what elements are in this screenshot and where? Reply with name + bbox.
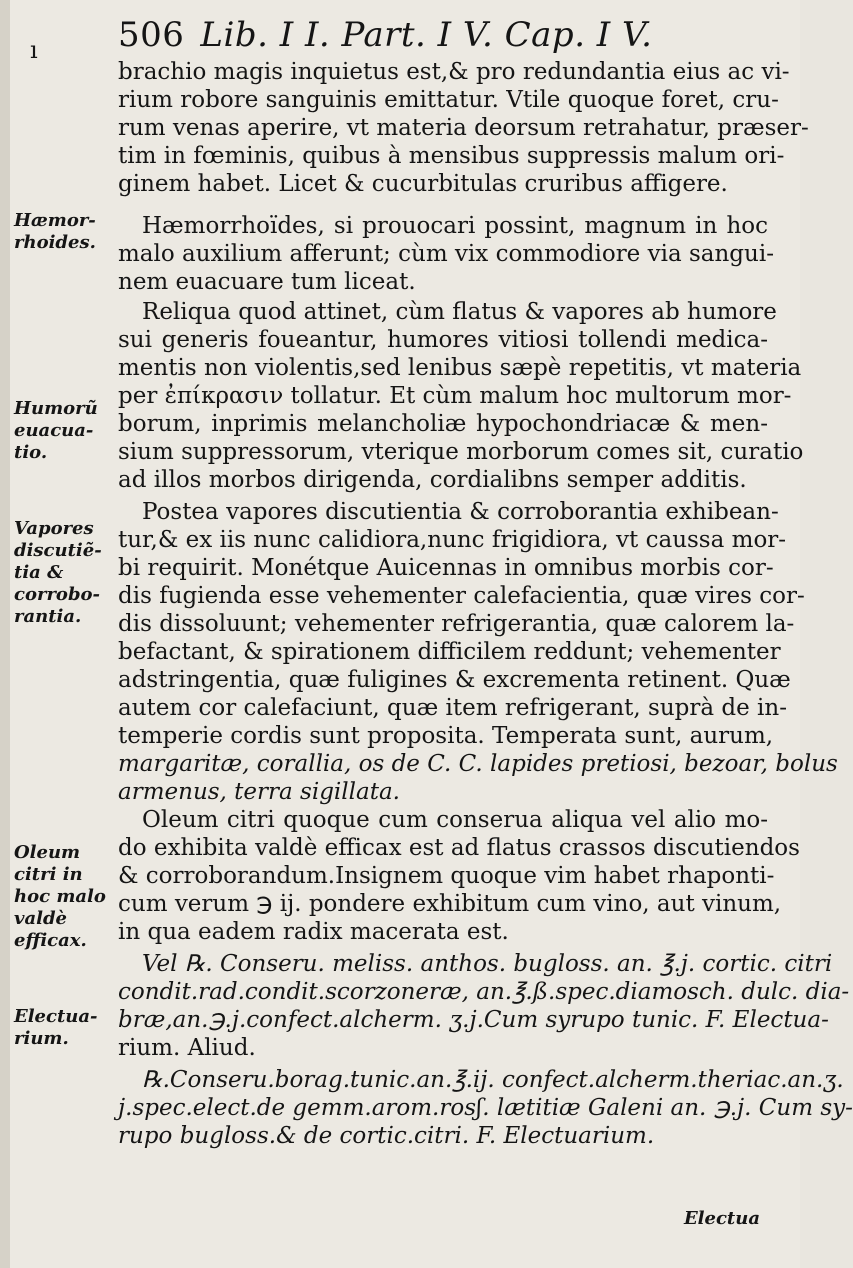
text-line: j.spec.elect.de gemm.arom.rosʃ. lætitiæ Galeni an. ℈.j. Cum sy- [118,1095,853,1121]
text-line: tim in fœminis, quibus à mensibus suppressis malum ori- [118,143,785,169]
stray-mark: ı [30,36,38,64]
page-edge-shadow [0,0,10,1268]
text-line: rium. Aliud. [118,1035,256,1061]
text-line: sui generis foueantur, humores vitiosi tollendi medica- [118,327,768,353]
margin-note-humorum-evacuatio: Humorũ euacua- tio. [14,398,98,463]
text-line: do exhibita valdè efficax est ad flatus crassos discutiendos [118,835,800,861]
text-line: dis dissoluunt; vehementer refrigerantia, quæ calorem la- [118,611,795,637]
text-line: ad illos morbos dirigenda, cordialibns semper additis. [118,467,747,493]
text-line: Reliqua quod attinet, cùm flatus & vapores ab humore [142,299,777,325]
margin-note-electuarium: Electua- rium. [14,1006,98,1049]
text-line: cum verum ℈ ij. pondere exhibitum cum vino, aut vinum, [118,891,782,917]
margin-note-haemorrhoides: Hæmor- rhoides. [14,210,96,253]
running-head [118,16,768,54]
text-line: in qua eadem radix macerata est. [118,919,509,945]
text-line: Vel ℞. Conseru. meliss. anthos. bugloss. an. ℥.j. cortic. citri [142,951,833,977]
text-line: Hæmorrhoïdes, si prouocari possint, magnum in hoc [142,213,768,239]
text-line: bræ,an.℈.j.confect.alcherm. ʒ.j.Cum syrupo tunic. F. Electua- [118,1007,829,1033]
catchword: Electua [683,1208,760,1229]
text-line: sium suppressorum, vterique morborum comes sit, curatio [118,439,804,465]
page-number: 506 [118,15,185,55]
text-line: nem euacuare tum liceat. [118,269,416,295]
text-line: Postea vapores discutientia & corroborantia exhibean- [142,499,779,525]
text-line: befactant, & spirationem difficilem reddunt; vehementer [118,639,781,665]
text-line: rium robore sanguinis emittatur. Vtile quoque foret, cru- [118,87,779,113]
text-line: adstringentia, quæ fuligines & excrementa retinent. Quæ [118,667,791,693]
text-line: rupo bugloss.& de cortic.citri. F. Electuarium. [118,1123,655,1149]
text-line: brachio magis inquietus est,& pro redundantia eius ac vi- [118,59,790,85]
text-line: ℞.Conseru.borag.tunic.an.℥.ij. confect.alcherm.theriac.an.ʒ. [142,1067,844,1093]
text-line: Oleum citri quoque cum conserua aliqua vel alio mo- [142,807,768,833]
text-line: borum, inprimis melancholiæ hypochondriacæ & men- [118,411,768,437]
text-line: ginem habet. Licet & cucurbitulas cruribus affigere. [118,171,728,197]
text-line: malo auxilium afferunt; cùm vix commodiore via sangui- [118,241,774,267]
text-line: armenus, terra sigillata. [118,779,400,805]
text-line: mentis non violentis,sed lenibus sæpè repetitis, vt materia [118,355,802,381]
text-line: bi requirit. Monétque Auicennas in omnibus morbis cor- [118,555,774,581]
text-line: & corroborandum.Insignem quoque vim habet rhaponti- [118,863,775,889]
text-line: dis fugienda esse vehementer calefacientia, quæ vires cor- [118,583,805,609]
text-line: margaritæ, corallia, os de C. C. lapides pretiosi, bezoar, bolus [118,751,838,777]
margin-note-vapores: Vapores discutiẽ- tia & corrobo- rantia. [14,518,102,627]
text-line: tur,& ex iis nunc calidiora,nunc frigidiora, vt caussa mor- [118,527,787,553]
margin-note-oleum-citri: Oleum citri in hoc malo valdè efficax. [14,842,106,951]
text-line: temperie cordis sunt proposita. Temperata sunt, aurum, [118,723,774,749]
chapter-reference: Lib. I I. Part. I V. Cap. I V. [200,15,653,55]
text-line: autem cor calefaciunt, quæ item refrigerant, suprà de in- [118,695,787,721]
text-line: per ἐπίκρασιν tollatur. Et cùm malum hoc multorum mor- [118,383,792,409]
text-line: rum venas aperire, vt materia deorsum retrahatur, præser- [118,115,809,141]
text-line: condit.rad.condit.scorzoneræ, an.℥.ß.spec.diamosch. dulc. dia- [118,979,850,1005]
